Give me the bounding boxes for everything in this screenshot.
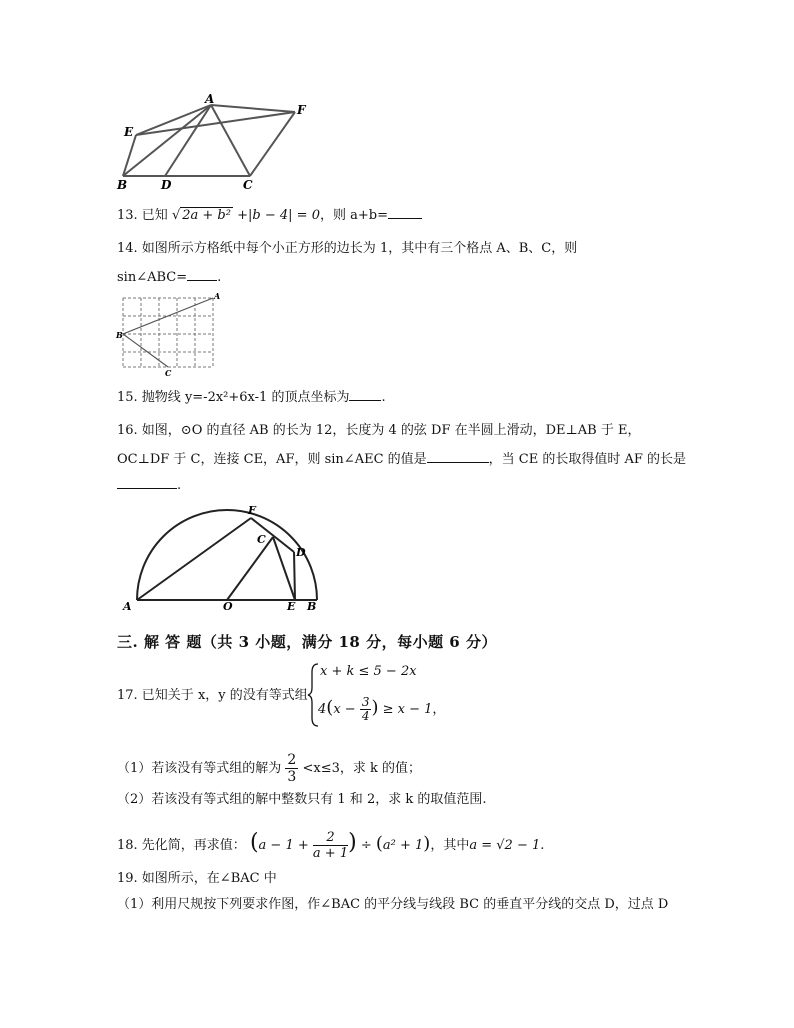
question-19-line2: （1）利用尺规按下列要求作图，作∠BAC 的平分线与线段 BC 的垂直平分线的交点 D，过点 D xyxy=(117,897,669,912)
question-16-line2: OC⊥DF 于 C，连接 CE，AF，则 sin∠AEC 的值是 ，当 CE 的长取得值时 AF 的长是 xyxy=(117,452,687,467)
question-15: 15. 抛物线 y=-2x²+6x-1 的顶点坐标为 . xyxy=(117,390,386,405)
q13-prefix: 13. 已知 xyxy=(117,208,168,223)
question-19-line1: 19. 如图所示，在∠BAC 中 xyxy=(117,871,277,886)
label-C: C xyxy=(165,368,172,378)
question-16-line3: . xyxy=(117,476,181,495)
label-O: O xyxy=(223,600,233,613)
question-13 xyxy=(117,206,422,225)
q17-fraction: $\frac{3}{4}$ xyxy=(361,695,370,723)
figure-semicircle xyxy=(115,500,330,615)
q17-inequality-1: x + k ≤ 5 − 2x xyxy=(320,664,417,679)
label-F: F xyxy=(297,103,306,117)
question-17-sub2: （2）若该没有等式组的解中整数只有 1 和 2，求 k 的取值范围. xyxy=(117,792,487,807)
q17-sub1-fraction: $\frac{2}{3}$ xyxy=(287,752,297,785)
figure-grid xyxy=(115,292,225,376)
q17-inequality-2: 4(x − $\frac{3}{4}$ ) ≥ x − 1， xyxy=(318,695,446,723)
section-title: 三. 解 答 题（共 3 小题，满分 18 分，每小题 6 分） xyxy=(117,633,497,651)
answer-blank-16a[interactable] xyxy=(427,450,489,463)
label-A: A xyxy=(123,600,132,613)
q13-suffix: ，则 a+b= xyxy=(319,208,388,223)
label-B: B xyxy=(116,330,123,340)
label-C: C xyxy=(243,178,253,192)
label-A: A xyxy=(205,92,215,106)
label-A: A xyxy=(214,291,221,301)
answer-blank-15[interactable] xyxy=(349,388,381,401)
q13-abs: +|b − 4| xyxy=(237,208,293,223)
question-16-line1: 16. 如图，⊙O 的直径 AB 的长为 12，长度为 4 的弦 DF 在半圆上滑动，DE⊥AB 于 E， xyxy=(117,423,641,438)
q13-eq: = 0 xyxy=(296,208,320,223)
q13-sqrt: √ 2a + b² xyxy=(171,208,231,223)
label-D: D xyxy=(296,546,306,559)
answer-blank-13[interactable] xyxy=(388,206,422,219)
question-18: 18. 先化简，再求值： (a − 1 + $\frac{2}{a + 1}$ ) ÷ (a² + 1)，其中a = √2 − 1. xyxy=(117,830,545,861)
q18-fraction: $\frac{2}{a + 1}$ xyxy=(312,830,349,861)
answer-blank-16b[interactable] xyxy=(117,476,177,489)
label-F: F xyxy=(248,504,256,517)
question-17-prefix: 17. 已知关于 x，y 的没有等式组 xyxy=(117,688,308,703)
label-C: C xyxy=(257,533,266,546)
label-D: D xyxy=(161,178,172,192)
label-E: E xyxy=(124,125,134,139)
question-14-line2: sin∠ABC= . xyxy=(117,270,222,285)
label-E: E xyxy=(287,600,296,613)
answer-blank-14[interactable] xyxy=(187,268,217,281)
label-B: B xyxy=(307,600,317,613)
label-B: B xyxy=(117,178,128,192)
question-14-line1: 14. 如图所示方格纸中每个小正方形的边长为 1，其中有三个格点 A、B、C，则 xyxy=(117,241,578,256)
question-17-sub1: （1）若该没有等式组的解为 $\frac{2}{3}$ <x≤3，求 k 的值； xyxy=(117,752,422,785)
figure-parallelogram xyxy=(110,92,340,192)
